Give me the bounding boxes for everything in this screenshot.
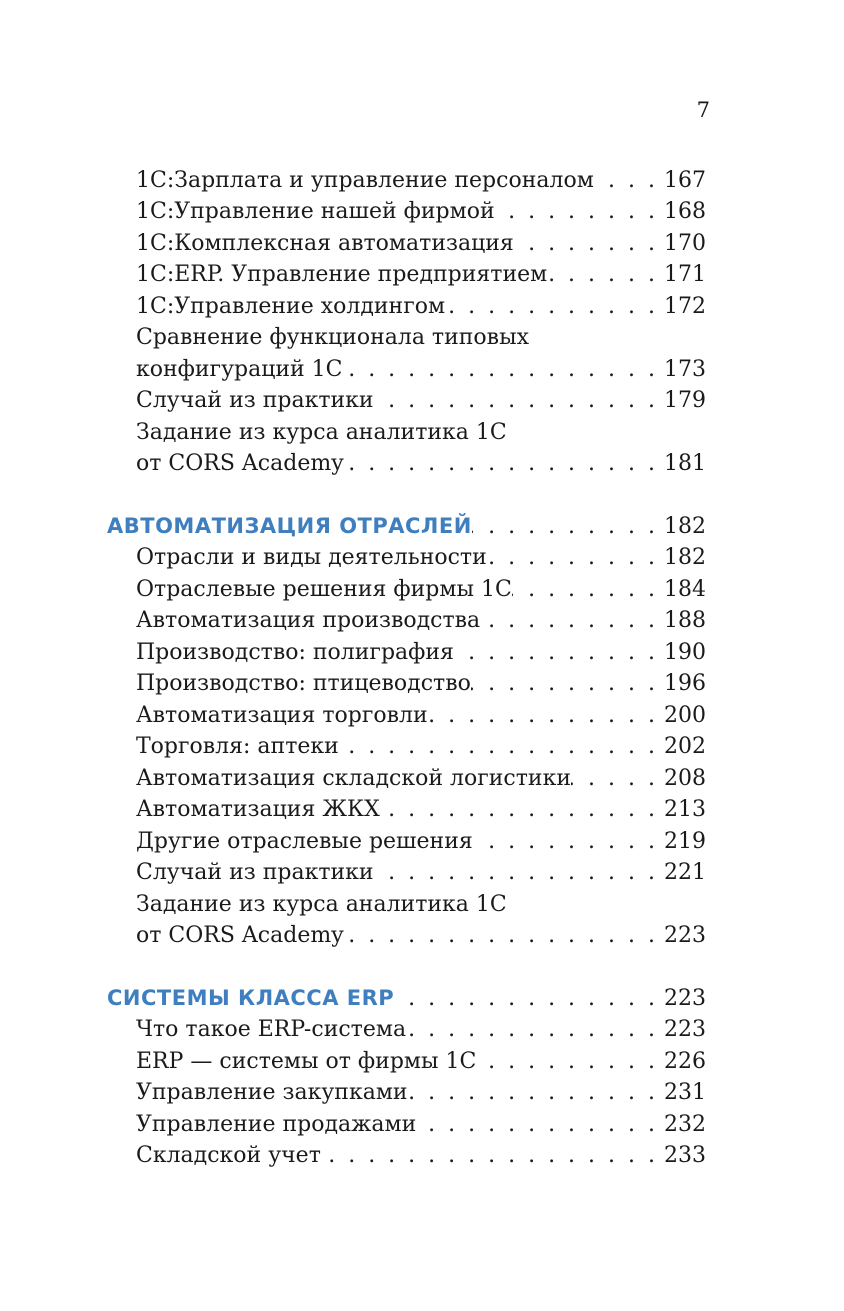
toc-entry[interactable] xyxy=(0,228,844,259)
leader-dots xyxy=(476,1046,664,1077)
toc-entry-page: 190 xyxy=(664,640,706,665)
leader-dots xyxy=(408,1077,664,1108)
toc-section-page: 182 xyxy=(664,514,706,539)
toc-entry-title: 1С:Зарплата и управление персоналом xyxy=(136,168,594,193)
leader-dots xyxy=(547,259,664,290)
toc-entry[interactable] xyxy=(0,794,844,825)
leader-dots xyxy=(480,605,664,636)
toc-entry-title: Производство: полиграфия xyxy=(136,640,454,665)
leader-dots xyxy=(512,574,664,605)
toc-entry-page: 226 xyxy=(664,1049,706,1074)
toc-entry-page: 231 xyxy=(664,1080,706,1105)
toc-entry-title: Автоматизация складской логистики xyxy=(136,766,571,791)
toc-entry-title: от CORS Academy xyxy=(136,451,344,476)
leader-dots xyxy=(344,920,664,951)
leader-dots xyxy=(339,731,664,762)
toc-entry[interactable] xyxy=(0,448,844,479)
toc-entry[interactable] xyxy=(0,668,844,699)
toc-entry[interactable] xyxy=(0,826,844,857)
toc-entry-title: Производство: птицеводство xyxy=(136,671,471,696)
toc-entry-title-line1: Сравнение функционала типовых xyxy=(136,325,529,350)
leader-dots xyxy=(445,291,664,322)
toc-entry-page: 173 xyxy=(664,357,706,382)
toc-entry[interactable] xyxy=(0,1046,844,1077)
toc-entry-title: Управление закупками xyxy=(136,1080,408,1105)
toc-entry-title: 1С:Управление нашей фирмой xyxy=(136,199,495,224)
toc-entry-title: Отрасли и виды деятельности xyxy=(136,545,487,570)
toc-entry-page: 168 xyxy=(664,199,706,224)
leader-dots xyxy=(374,857,664,888)
leader-dots xyxy=(454,637,664,668)
page-number: 7 xyxy=(696,98,710,122)
toc-entry-page: 223 xyxy=(664,923,706,948)
toc-entry[interactable] xyxy=(0,857,844,888)
leader-dots xyxy=(416,1109,664,1140)
toc-entry-title-line1: Задание из курса аналитика 1С xyxy=(136,892,507,917)
toc-entry[interactable] xyxy=(0,1140,844,1171)
toc-entry-page: 233 xyxy=(664,1143,706,1168)
toc-entry-page: 208 xyxy=(664,766,706,791)
toc-section-title: АВТОМАТИЗАЦИЯ ОТРАСЛЕЙ xyxy=(107,514,472,538)
leader-dots xyxy=(571,763,664,794)
leader-dots xyxy=(380,794,664,825)
toc-entry-title: Случай из практики xyxy=(136,388,374,413)
toc-entry-title: Складской учет xyxy=(136,1143,321,1168)
toc-entry-title: от CORS Academy xyxy=(136,923,344,948)
toc-entry-title: Другие отраслевые решения xyxy=(136,829,473,854)
leader-dots xyxy=(394,983,664,1014)
toc-entry[interactable] xyxy=(0,1014,844,1045)
toc-entry-page: 202 xyxy=(664,734,706,759)
leader-dots xyxy=(428,700,664,731)
toc-entry-title: 1С:ERP. Управление предприятием xyxy=(136,262,548,287)
toc-entry-title-line1: Задание из курса аналитика 1С xyxy=(136,420,507,445)
leader-dots xyxy=(472,511,664,542)
toc-entry-page: 184 xyxy=(664,577,706,602)
leader-dots xyxy=(514,228,664,259)
toc-entry-title: Управление продажами xyxy=(136,1112,417,1137)
toc-entry[interactable] xyxy=(0,259,844,290)
toc-entry-title: 1С:Комплексная автоматизация xyxy=(136,231,514,256)
toc-section-heading[interactable] xyxy=(0,983,844,1014)
leader-dots xyxy=(374,385,664,416)
leader-dots xyxy=(321,1140,664,1171)
toc-entry-page: 223 xyxy=(664,1017,706,1042)
toc-entry[interactable] xyxy=(0,542,844,573)
leader-dots xyxy=(473,826,664,857)
toc-entry-line1 xyxy=(0,417,844,448)
toc-entry-page: 219 xyxy=(664,829,706,854)
toc-entry[interactable] xyxy=(0,196,844,227)
toc-entry-title: Отраслевые решения фирмы 1С xyxy=(136,577,512,602)
toc-entry[interactable] xyxy=(0,700,844,731)
leader-dots xyxy=(406,1014,664,1045)
leader-dots xyxy=(495,196,664,227)
toc-entry-title: Автоматизация торговли xyxy=(136,703,428,728)
toc-entry-line1 xyxy=(0,322,844,353)
toc-entry[interactable] xyxy=(0,920,844,951)
toc-entry[interactable] xyxy=(0,291,844,322)
toc-entry-page: 167 xyxy=(664,168,706,193)
toc-entry-title: Что такое ERP-система xyxy=(136,1017,407,1042)
toc-entry[interactable] xyxy=(0,354,844,385)
toc-entry[interactable] xyxy=(0,385,844,416)
toc-entry-title: Автоматизация ЖКХ xyxy=(136,797,380,822)
toc-entry-page: 221 xyxy=(664,860,706,885)
leader-dots xyxy=(594,165,664,196)
toc-entry[interactable] xyxy=(0,731,844,762)
toc-entry[interactable] xyxy=(0,165,844,196)
toc-entry-page: 170 xyxy=(664,231,706,256)
toc-section-title: СИСТЕМЫ КЛАССА ERP xyxy=(107,986,395,1010)
toc-entry-title: ERP — системы от фирмы 1С xyxy=(136,1049,477,1074)
toc-entry[interactable] xyxy=(0,637,844,668)
toc-entry-page: 171 xyxy=(664,262,706,287)
toc-entry-page: 181 xyxy=(664,451,706,476)
toc-entry-page: 188 xyxy=(664,608,706,633)
toc-section-page: 223 xyxy=(664,986,706,1011)
toc-entry-page: 232 xyxy=(664,1112,706,1137)
leader-dots xyxy=(344,448,664,479)
toc-entry-title: 1С:Управление холдингом xyxy=(136,294,446,319)
toc-entry[interactable] xyxy=(0,574,844,605)
toc-entry-page: 213 xyxy=(664,797,706,822)
toc-entry-page: 182 xyxy=(664,545,706,570)
toc-entry[interactable] xyxy=(0,763,844,794)
toc-entry-page: 172 xyxy=(664,294,706,319)
toc-entry[interactable] xyxy=(0,1109,844,1140)
toc-entry-page: 200 xyxy=(664,703,706,728)
toc-entry-title: Торговля: аптеки xyxy=(136,734,339,759)
leader-dots xyxy=(343,354,664,385)
toc-entry-line1 xyxy=(0,889,844,920)
toc-entry-page: 196 xyxy=(664,671,706,696)
leader-dots xyxy=(487,542,664,573)
toc-entry-title: конфигураций 1С xyxy=(136,357,343,382)
toc-entry-page: 179 xyxy=(664,388,706,413)
leader-dots xyxy=(471,668,664,699)
toc-entry[interactable] xyxy=(0,1077,844,1108)
toc-entry-title: Автоматизация производства xyxy=(136,608,481,633)
toc-entry-title: Случай из практики xyxy=(136,860,374,885)
toc-entry[interactable] xyxy=(0,605,844,636)
toc-section-heading[interactable] xyxy=(0,511,844,542)
